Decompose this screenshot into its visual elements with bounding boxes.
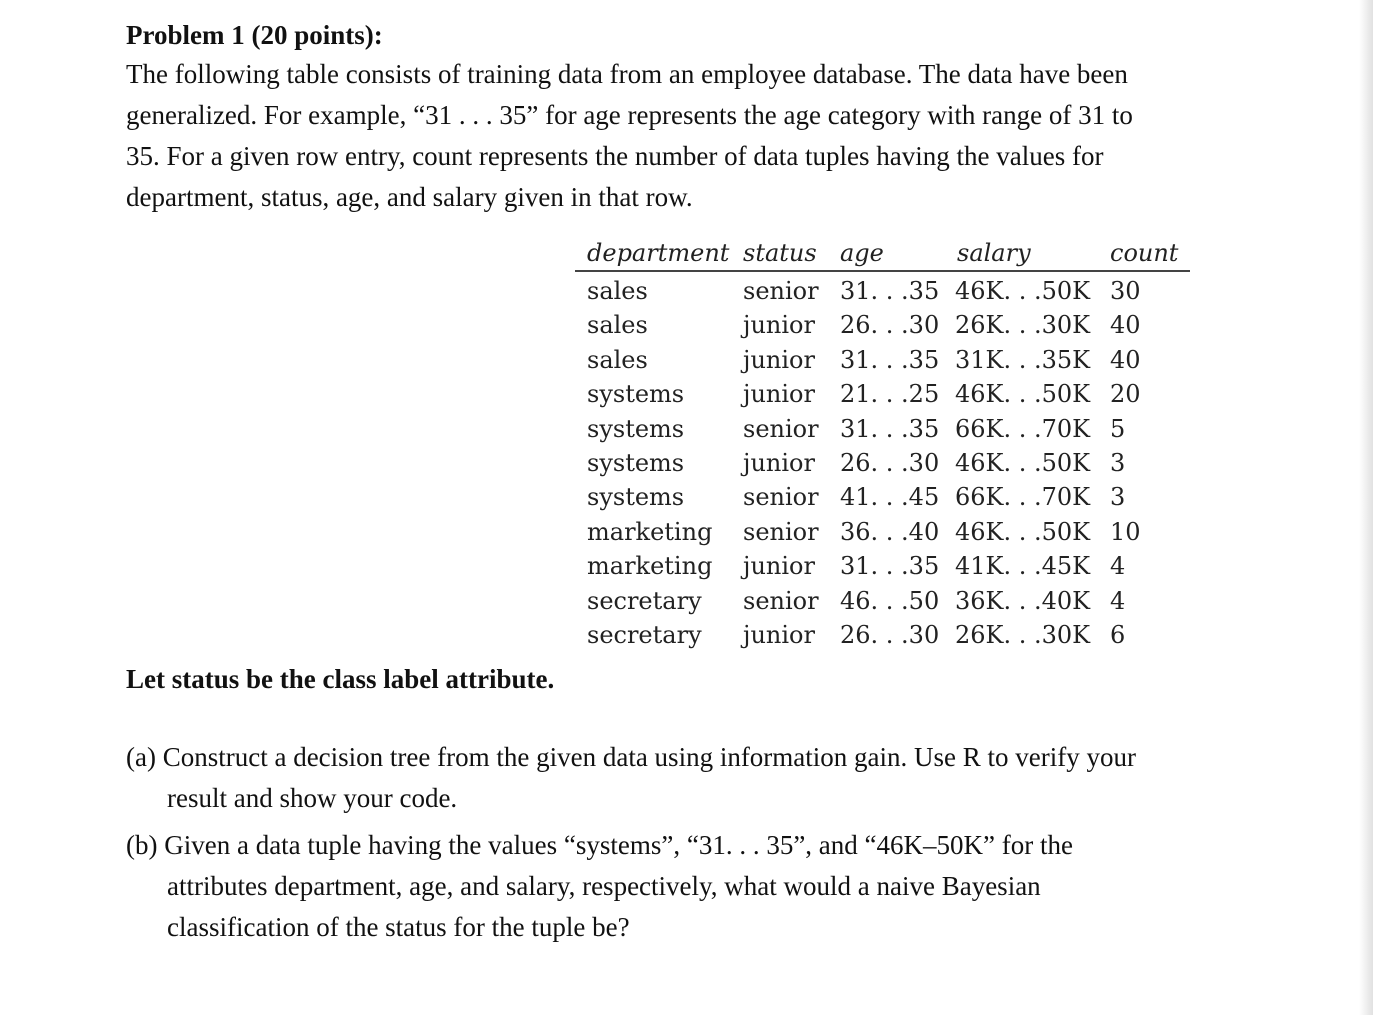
cell-department: secretary [587, 620, 702, 649]
cell-status: senior [743, 277, 819, 305]
cell-status: junior [743, 448, 815, 477]
header-salary: salary [957, 239, 1031, 267]
cell-count: 30 [1110, 277, 1141, 305]
cell-department: marketing [587, 552, 713, 581]
cell-count: 40 [1110, 311, 1141, 340]
description-line: The following table consists of training data from an employee database. The data have been [126, 59, 1128, 89]
problem-description [126, 55, 1246, 219]
cell-salary: 46K. . .50K [955, 448, 1091, 477]
cell-count: 20 [1110, 380, 1141, 409]
description-line: generalized. For example, “31 . . . 35” for age represents the age category with range of 31 to [126, 100, 1133, 130]
cell-salary: 66K. . .70K [955, 414, 1091, 443]
cell-department: secretary [587, 586, 702, 615]
cell-count: 3 [1110, 448, 1126, 477]
training-data-table [575, 236, 1190, 652]
cell-count: 4 [1110, 586, 1126, 615]
cell-count: 6 [1110, 620, 1126, 649]
cell-age: 36. . .40 [840, 517, 940, 546]
table-row [575, 274, 1190, 308]
cell-status: senior [743, 517, 819, 546]
table-header-row [575, 236, 1190, 272]
question-a [126, 738, 1136, 820]
cell-salary: 46K. . .50K [955, 277, 1091, 305]
table-row [575, 584, 1190, 618]
table-row [575, 549, 1190, 583]
cell-age: 26. . .30 [840, 620, 940, 649]
problem-title: Problem 1 (20 points): [126, 20, 383, 50]
cell-salary: 26K. . .30K [955, 311, 1091, 340]
cell-salary: 26K. . .30K [955, 620, 1091, 649]
cell-age: 26. . .30 [840, 448, 940, 477]
cell-count: 10 [1110, 517, 1141, 546]
cell-status: senior [743, 586, 819, 615]
header-age: age [840, 239, 884, 267]
table-row [575, 412, 1190, 446]
cell-department: sales [587, 277, 648, 305]
cell-department: sales [587, 345, 648, 374]
table-body [575, 272, 1190, 652]
header-department: department [587, 239, 730, 267]
table-row [575, 343, 1190, 377]
header-status: status [743, 239, 817, 267]
cell-status: junior [743, 345, 815, 374]
cell-salary: 41K. . .45K [955, 552, 1091, 581]
description-line: department, status, age, and salary given in that row. [126, 182, 693, 212]
cell-age: 31. . .35 [840, 414, 940, 443]
cell-count: 40 [1110, 345, 1141, 374]
cell-department: sales [587, 311, 648, 340]
table-row [575, 446, 1190, 480]
description-line: 35. For a given row entry, count represents the number of data tuples having the values for [126, 141, 1104, 171]
question-line: result and show your code. [167, 783, 458, 813]
cell-status: senior [743, 483, 819, 512]
header-count: count [1110, 239, 1179, 267]
cell-age: 46. . .50 [840, 586, 940, 615]
cell-age: 31. . .35 [840, 277, 940, 305]
table-row [575, 377, 1190, 411]
table-row [575, 308, 1190, 342]
cell-salary: 66K. . .70K [955, 483, 1091, 512]
cell-count: 5 [1110, 414, 1126, 443]
cell-status: senior [743, 414, 819, 443]
class-label-note: Let status be the class label attribute. [126, 664, 555, 694]
question-line: (a) Construct a decision tree from the given data using information gain. Use R to verify your [126, 742, 1136, 772]
question-b [126, 826, 1073, 949]
cell-status: junior [743, 380, 815, 409]
cell-age: 41. . .45 [840, 483, 940, 512]
cell-department: systems [587, 448, 685, 477]
cell-department: systems [587, 414, 685, 443]
cell-age: 31. . .35 [840, 345, 940, 374]
cell-department: systems [587, 380, 685, 409]
cell-salary: 46K. . .50K [955, 517, 1091, 546]
question-line: attributes department, age, and salary, respectively, what would a naive Bayesian [167, 871, 1041, 901]
table-row [575, 480, 1190, 514]
cell-count: 4 [1110, 552, 1126, 581]
cell-salary: 46K. . .50K [955, 380, 1091, 409]
cell-salary: 36K. . .40K [955, 586, 1091, 615]
cell-department: systems [587, 483, 685, 512]
cell-age: 31. . .35 [840, 552, 940, 581]
cell-age: 26. . .30 [840, 311, 940, 340]
page-edge-shadow [1359, 0, 1373, 1015]
cell-salary: 31K. . .35K [955, 345, 1091, 374]
table-row [575, 515, 1190, 549]
cell-count: 3 [1110, 483, 1126, 512]
cell-department: marketing [587, 517, 713, 546]
cell-status: junior [743, 552, 815, 581]
cell-status: junior [743, 311, 815, 340]
question-line: classification of the status for the tuple be? [167, 912, 630, 942]
cell-age: 21. . .25 [840, 380, 940, 409]
question-line: (b) Given a data tuple having the values “systems”, “31. . . 35”, and “46K–50K” for the [126, 830, 1073, 860]
cell-status: junior [743, 620, 815, 649]
table-row [575, 618, 1190, 652]
